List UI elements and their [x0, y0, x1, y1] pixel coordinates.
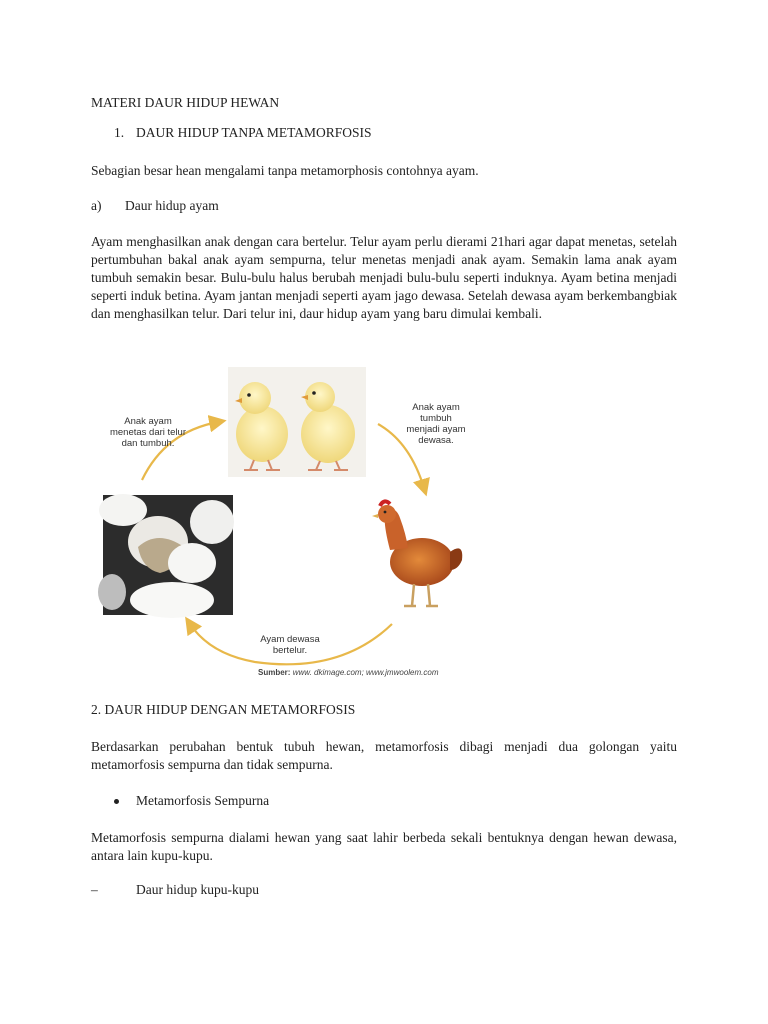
intro-sentence: Sebagian besar hean mengalami tanpa metamorphosis contohnya ayam.	[91, 163, 479, 178]
bullet-dot	[114, 799, 119, 804]
label-hatching: Anak ayam menetas dari telur dan tumbuh.	[109, 416, 187, 449]
hatching-eggs-photo	[98, 494, 234, 618]
paragraph-metamorphosis-intro: Berdasarkan perubahan bentuk tubuh hewan, metamorfosis dibagi menjadi dua golongan yaitu metamorfosis sempurna dan tidak sempurna.	[91, 739, 677, 772]
figure-source: Sumber: www. dkimage.com; www.jmwoolem.com	[258, 668, 439, 677]
hen-photo	[372, 501, 462, 606]
chicken-life-cycle-figure	[90, 362, 480, 682]
label-growing: Anak ayam tumbuh menjadi ayam dewasa.	[406, 402, 466, 446]
section2-heading: 2. DAUR HIDUP DENGAN METAMORFOSIS	[91, 702, 356, 717]
sub-a-label: Daur hidup ayam	[125, 198, 219, 213]
sub-dash-marker: –	[91, 882, 98, 897]
paragraph-complete-metamorphosis: Metamorfosis sempurna dialami hewan yang saat lahir berbeda sekali bentuknya dengan hewan dewasa, antara lain kupu-kupu.	[91, 830, 677, 863]
document-title: MATERI DAUR HIDUP HEWAN	[91, 95, 280, 110]
label-laying-eggs: Ayam dewasa bertelur.	[260, 634, 320, 656]
chicks-photo	[228, 367, 366, 477]
paragraph-chicken-cycle: Ayam menghasilkan anak dengan cara bertelur. Telur ayam perlu dierami 21hari agar dapat menetas, setelah pertumbuhan bakal anak ayam sempurna, telur menetas menjadi anak ayam. Semakin lama anak ayam tumbuh semakin besar. Bulu-bulu halus berubah menjadi bulu-bulu seperti induknya. Ayam betina menjadi seperti induk betina. Ayam jantan menjadi seperti ayam jago dewasa. Setelah dewasa ayam berkembangbiak dan menghasilkan telur. Dari telur ini, daur hidup ayam yang baru dimulai kembali.	[91, 234, 677, 321]
bullet-complete-metamorphosis: Metamorfosis Sempurna	[136, 793, 270, 808]
section1-number: 1.	[114, 125, 125, 140]
section1-heading: DAUR HIDUP TANPA METAMORFOSIS	[136, 125, 372, 140]
sub-dash-label: Daur hidup kupu-kupu	[136, 882, 259, 897]
sub-a-marker: a)	[91, 198, 102, 213]
